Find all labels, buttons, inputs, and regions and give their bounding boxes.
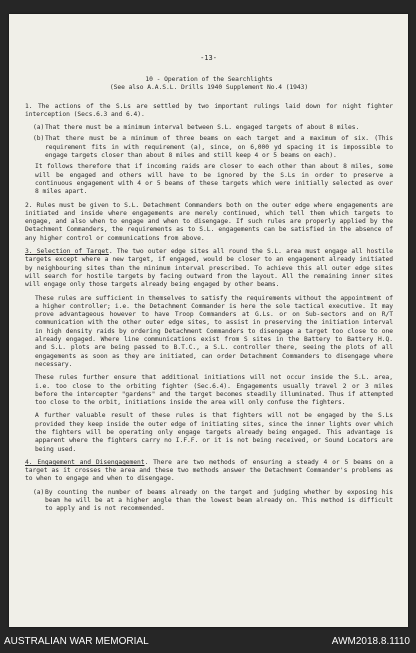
page-number: -13- xyxy=(200,54,217,62)
list-item-label: (a) xyxy=(33,124,45,132)
paragraph-4 xyxy=(25,248,393,289)
paragraph-heading: 4. Engagement and Disengagement xyxy=(25,458,145,466)
section-title: 10 - Operation of the Searchlights xyxy=(145,76,273,83)
archive-footer xyxy=(0,627,416,653)
paragraph-2: It follows therefore that if incoming raids are closer to each other than about 8 miles, some will be engaged and others will have to be ignored by the S.Ls in order to preserve a continuous engagement with 4 or 5 beams of these targets which were initially selected as over 8 miles apart. xyxy=(35,163,393,196)
paragraph-7: A further valuable result of these rules is that fighters will not be engaged by the S.Ls provided they keep inside the outer edge of initiating sites, since the inner lights over which the fighters will be operating only engage targets already being engaged. This advantage is apparent where the fighters carry no I.F.F. or it is not being received, or Sound Locators are being used. xyxy=(35,412,393,453)
document-body xyxy=(25,54,393,517)
paragraph-heading: 3. Selection of Target xyxy=(25,248,109,256)
list-item-label: (a) xyxy=(33,488,45,496)
section-subtitle: (See also A.A.S.L. Drills 1940 Supplement No.4 (1943) xyxy=(109,84,309,92)
list-item-text: That there must be a minimum of three beams on each target and a maximum of six. (This requirement fits in with requirement (a), since, on 6,000 yd spacing it is impossible to engage targets closer than about 8 miles and still keep 4 or 5 beams on each). xyxy=(45,135,393,160)
paragraph-5: These rules are sufficient in themselves to satisfy the requirements without the appointment of a higher controller; i.e. the Detachment Commander is here the sole tactical executive. It may prove advantageous however to have Troop Commanders at G.Ls. or on Sub-sectors and on R/T communication with the other outer edge sites, to assist in preserving the initiation interval in high density raids by ordering Detachment Commanders to disengage a target too close to one already engaged. Where line communications exist from S sites in the Battery to Battery H.Q. and S.L. plots are being passed to B.T.C., a S.L. controller there, seeing the plots of all engagements as soon as they are initiated, can order Detachment Commanders to disengage where necessary. xyxy=(35,294,393,368)
list-item-a xyxy=(33,124,393,132)
paragraph-text: . The two outer edge sites all round the S.L. area must engage all hostile targets except where a new target, if engaged, would be closer to an engagement already initiated by neighbouring sites than the minimum interval prescribed. To achieve this all outer edge sites will search for hostile targets by facing outward from the layout. All the remaining inner sites will engage only those targets already being engaged by other beams. xyxy=(25,248,393,289)
paragraph-8 xyxy=(25,459,393,484)
document-page xyxy=(9,14,408,627)
list-item-text: That there must be a minimum interval between S.L. engaged targets of about 8 miles. xyxy=(45,124,360,132)
footer-institution: AUSTRALIAN WAR MEMORIAL xyxy=(4,636,149,647)
list-item-b xyxy=(33,135,393,160)
paragraph-text: . There are two methods of ensuring a steady 4 or 5 beams on a target as it crosses the area and these two methods answer the Detachment Commander's problems as to when to engage and when to disengage. xyxy=(25,458,393,483)
paragraph-3: 2. Rules must be given to S.L. Detachment Commanders both on the outer edge where engagements are initiated and inside where engagements are merely continued, which tell them which targets to engage, and also when to engage and when to disengage. If such rules are properly applied by the Detachment Commanders, the requirements as to S.L. engagements can be satisfied in the absence of any higher control or communications from above. xyxy=(25,201,393,242)
paragraph-6: These rules further ensure that additional initiations will not occur inside the S.L. area, i.e. too close to the orbiting fighter (Sec.6.4). Engagements usually travel 2 or 3 miles before the intercepter "gardens" and the target becomes steadily illuminated. Thus if attempted too close to the orbit, initiations inside the area will only confuse the fighters. xyxy=(35,374,393,407)
list-item-label: (b) xyxy=(33,135,45,143)
paragraph-1: 1. The actions of the S.Ls are settled by two important rulings laid down for night fighter interception (Secs.6.3 and 6.4). xyxy=(25,102,393,118)
footer-accession-number: AWM2018.8.1110 xyxy=(331,636,410,647)
list-item-a xyxy=(33,489,393,514)
list-item-text: By counting the number of beams already on the target and judging whether by exposing his beam he will be at a higher angle than the lowest beam already on. This method is difficult to apply and is not recommended. xyxy=(45,488,393,513)
